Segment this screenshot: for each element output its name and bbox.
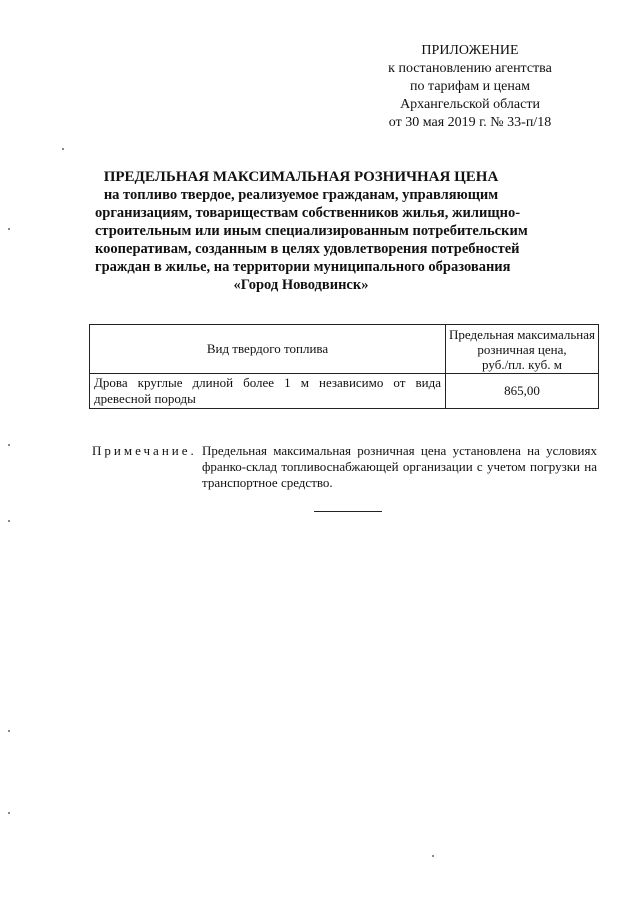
title-line: ПРЕДЕЛЬНАЯ МАКСИМАЛЬНАЯ РОЗНИЧНАЯ ЦЕНА bbox=[103, 169, 499, 185]
scan-speck bbox=[8, 444, 10, 446]
note-text: Предельная максимальная розничная цена установлена на условиях франко-склад топливоснабжающей организации с учетом погрузки на транспортное средство. bbox=[202, 443, 597, 490]
annex-line: Архангельской области bbox=[400, 97, 540, 112]
document-title bbox=[95, 168, 528, 294]
header-price-line: руб./пл. куб. м bbox=[482, 356, 562, 372]
scan-speck bbox=[62, 148, 64, 150]
table-row bbox=[90, 374, 599, 409]
table-header-row bbox=[90, 325, 599, 374]
annex-line: к постановлению агентства bbox=[388, 61, 552, 76]
scan-speck bbox=[8, 730, 10, 732]
annex-header bbox=[340, 42, 600, 132]
scan-speck bbox=[8, 812, 10, 814]
header-price bbox=[446, 325, 599, 374]
cell-fuel-type: Дрова круглые длиной более 1 м независимо от вида древесной породы bbox=[90, 374, 446, 409]
title-line: на топливо твердое, реализуемое гражданам, управляющим bbox=[103, 187, 499, 203]
scan-speck bbox=[432, 855, 434, 857]
annex-line: по тарифам и ценам bbox=[410, 79, 530, 94]
title-line: организациям, товариществам собственников жилья, жилищно- bbox=[95, 205, 521, 221]
price-table bbox=[89, 324, 599, 409]
header-fuel-type: Вид твердого топлива bbox=[90, 325, 446, 374]
note-label: Примечание. bbox=[92, 443, 197, 458]
scan-speck bbox=[8, 228, 10, 230]
cell-price: 865,00 bbox=[446, 374, 599, 409]
end-divider bbox=[314, 511, 382, 512]
header-price-line: Предельная максимальная bbox=[448, 326, 595, 342]
title-line: кооперативам, созданным в целях удовлетворения потребностей bbox=[95, 241, 520, 257]
scan-speck bbox=[8, 520, 10, 522]
annex-line: от 30 мая 2019 г. № 33-п/18 bbox=[388, 115, 552, 130]
title-line: «Город Новодвинск» bbox=[233, 277, 369, 293]
title-line: строительным или иным специализированным потребительским bbox=[95, 223, 528, 239]
annex-line: ПРИЛОЖЕНИЕ bbox=[421, 43, 519, 58]
title-line: граждан в жилье, на территории муниципального образования bbox=[95, 259, 511, 275]
header-price-line: розничная цена, bbox=[477, 341, 567, 357]
